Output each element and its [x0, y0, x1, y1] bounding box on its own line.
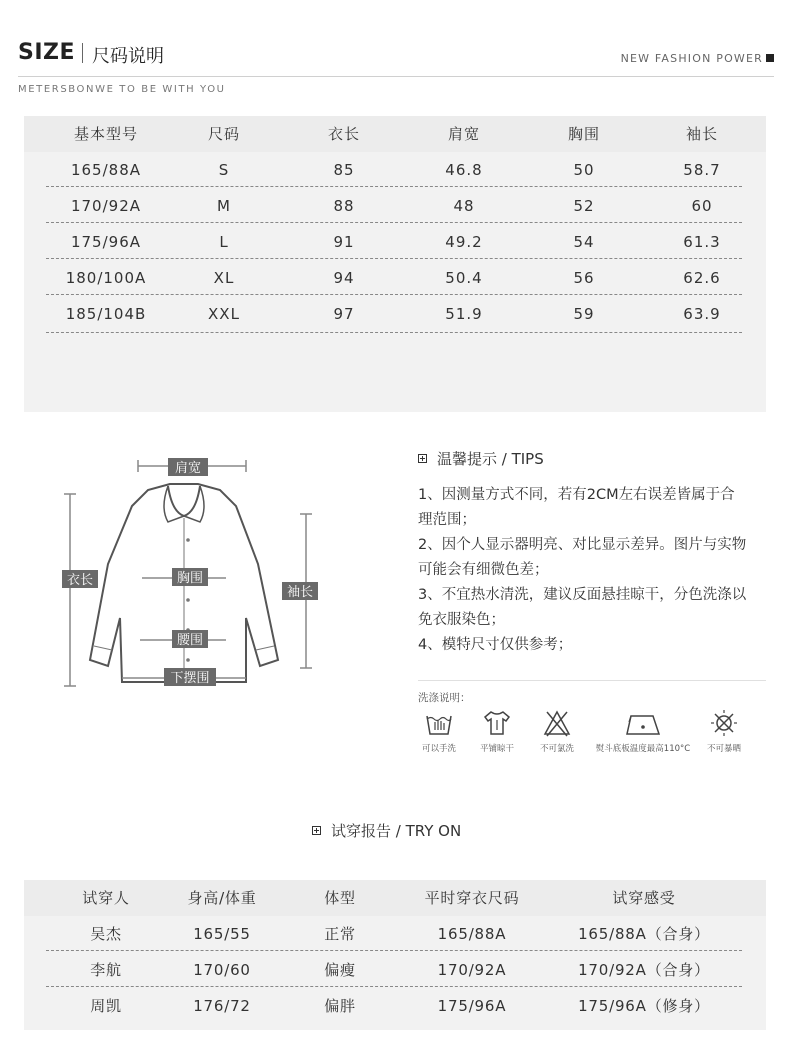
row-divider: [46, 332, 742, 333]
size-cell: 51.9: [445, 305, 483, 323]
tryon-table-panel: [24, 880, 766, 1030]
tryon-cell: 李航: [90, 961, 122, 979]
size-cell: 50: [573, 161, 595, 179]
tagline-text: NEW FASHION POWER: [620, 52, 763, 65]
size-cell: 91: [333, 233, 355, 251]
tryon-cell: 周凯: [90, 997, 122, 1015]
size-heading-cn: 尺码说明: [92, 46, 164, 67]
table-row: [24, 916, 766, 952]
iron-icon: [623, 708, 663, 738]
size-cell: XL: [213, 269, 235, 287]
size-cell: XXL: [208, 305, 240, 323]
tryon-cell: 170/92A: [437, 961, 507, 979]
wash-icons: [416, 708, 776, 764]
size-cell: 63.9: [683, 305, 721, 323]
diagram-label-length: 衣长: [66, 573, 94, 588]
wash-item: [474, 708, 520, 764]
tips-title: 温馨提示 / TIPS: [437, 450, 544, 468]
size-cell: 52: [573, 197, 595, 215]
size-cell: L: [219, 233, 229, 251]
shirt-diagram-svg: [60, 450, 330, 700]
size-cell: 185/104B: [65, 305, 147, 323]
tryon-cell: 偏瘦: [324, 961, 356, 979]
size-cell: 59: [573, 305, 595, 323]
tryon-col-header: 平时穿衣尺码: [424, 889, 520, 907]
collar-outline: [168, 486, 200, 516]
row-divider: [46, 986, 742, 987]
flat-dry-icon: [482, 708, 512, 738]
collar-outline: [164, 486, 184, 522]
button-dot: [186, 598, 190, 602]
button-dot: [186, 538, 190, 542]
tryon-cell: 175/96A: [437, 997, 507, 1015]
size-table-panel: [24, 116, 766, 412]
diagram-label-shoulder: 肩宽: [174, 461, 202, 476]
table-row: [24, 952, 766, 988]
size-col-header: 胸围: [567, 125, 600, 143]
diagram-label-hem: 下摆围: [170, 671, 210, 686]
table-row: [24, 260, 766, 296]
plus-box-icon: [312, 826, 321, 835]
size-col-header: 肩宽: [447, 125, 480, 143]
table-row: [24, 988, 766, 1024]
list-item: 2、因个人显示器明亮、对比显示差异。图片与实物可能会有细微色差；: [418, 537, 747, 578]
row-divider: [46, 258, 742, 259]
size-col-header: 基本型号: [73, 125, 138, 143]
table-row: [24, 296, 766, 332]
collar-outline: [184, 486, 204, 522]
tryon-cell: 165/55: [193, 925, 251, 943]
table-row: [24, 152, 766, 188]
size-cell: 58.7: [683, 161, 721, 179]
tryon-col-header: 体型: [324, 889, 356, 907]
wash-item: [588, 708, 698, 764]
diagram-label-waist: 腰围: [176, 633, 204, 648]
size-cell: S: [218, 161, 230, 179]
size-cell: 165/88A: [70, 161, 142, 179]
row-divider: [46, 950, 742, 951]
wash-label: 熨斗底板温度最高110°C: [595, 744, 691, 754]
size-col-header: 袖长: [685, 125, 718, 143]
wash-label: 平铺晾干: [479, 744, 514, 754]
tagline-right: [621, 52, 774, 65]
page-header: [18, 40, 774, 70]
tryon-table-header: [24, 880, 766, 916]
tryon-cell: 吴杰: [90, 925, 122, 943]
tryon-title: 试穿报告 / TRY ON: [331, 822, 462, 840]
wash-item: [416, 708, 462, 764]
size-cell: 62.6: [683, 269, 721, 287]
tryon-cell: 176/72: [193, 997, 251, 1015]
measurement-diagram: [60, 450, 330, 700]
tips-heading: [418, 448, 768, 469]
wash-item: [534, 708, 580, 764]
no-bleach-icon: [542, 708, 572, 738]
brand-subtitle: METERSBONWE TO BE WITH YOU: [18, 84, 226, 95]
size-col-header: 尺码: [207, 125, 240, 143]
size-cell: 97: [333, 305, 355, 323]
size-heading: SIZE: [18, 40, 76, 65]
wash-title: 洗涤说明：: [418, 692, 471, 704]
row-divider: [46, 294, 742, 295]
diagram-label-sleeve: 袖长: [286, 585, 314, 600]
size-table-header: [24, 116, 766, 152]
size-cell: 85: [333, 161, 355, 179]
size-cell: 60: [691, 197, 713, 215]
size-cell: 94: [333, 269, 355, 287]
size-cell: M: [217, 197, 231, 215]
tryon-col-header: 试穿人: [82, 889, 130, 907]
cuff-line: [94, 646, 112, 650]
tryon-heading: [312, 820, 461, 841]
row-divider: [46, 222, 742, 223]
tryon-cell: 165/88A: [437, 925, 507, 943]
no-sun-icon: [709, 708, 739, 738]
header-divider: [82, 43, 83, 63]
tryon-cell: 170/60: [193, 961, 251, 979]
list-item: 4、模特尺寸仅供参考；: [418, 637, 573, 653]
size-cell: 48: [453, 197, 475, 215]
tryon-cell: 正常: [324, 925, 356, 943]
tryon-cell: 165/88A（合身）: [578, 925, 710, 943]
size-col-header: 衣长: [327, 125, 360, 143]
size-cell: 175/96A: [70, 233, 142, 251]
tips-list: [418, 483, 768, 658]
button-dot: [186, 658, 190, 662]
size-cell: 49.2: [445, 233, 483, 251]
list-item: 1、因测量方式不同，若有2CM左右误差皆属于合理范围；: [418, 487, 735, 528]
table-row: [24, 188, 766, 224]
tryon-cell: 偏胖: [324, 997, 356, 1015]
list-item: 3、不宜热水清洗，建议反面悬挂晾干，分色洗涤以免衣服染色；: [418, 587, 747, 628]
tryon-col-header: 身高/体重: [187, 889, 257, 907]
wash-divider: [418, 680, 766, 681]
plus-box-icon: [418, 454, 427, 463]
size-cell: 50.4: [445, 269, 483, 287]
square-icon: [766, 54, 774, 62]
tryon-cell: 175/96A（修身）: [578, 997, 710, 1015]
header-underline: [18, 76, 774, 77]
wash-label: 不可氯洗: [539, 744, 574, 754]
wash-label: 不可暴晒: [706, 744, 741, 754]
size-cell: 61.3: [683, 233, 721, 251]
tryon-cell: 170/92A（合身）: [578, 961, 710, 979]
cuff-line: [256, 646, 274, 650]
table-row: [24, 224, 766, 260]
tips-section: [418, 448, 768, 658]
size-cell: 170/92A: [70, 197, 142, 215]
size-cell: 56: [573, 269, 595, 287]
size-cell: 88: [333, 197, 355, 215]
size-cell: 180/100A: [65, 269, 147, 287]
size-cell: 54: [573, 233, 595, 251]
tryon-col-header: 试穿感受: [612, 889, 676, 907]
size-cell: 46.8: [445, 161, 483, 179]
row-divider: [46, 186, 742, 187]
wash-label: 可以手洗: [421, 744, 456, 754]
wash-item: [702, 708, 746, 764]
hand-wash-icon: [424, 708, 454, 738]
diagram-label-chest: 胸围: [176, 571, 204, 586]
